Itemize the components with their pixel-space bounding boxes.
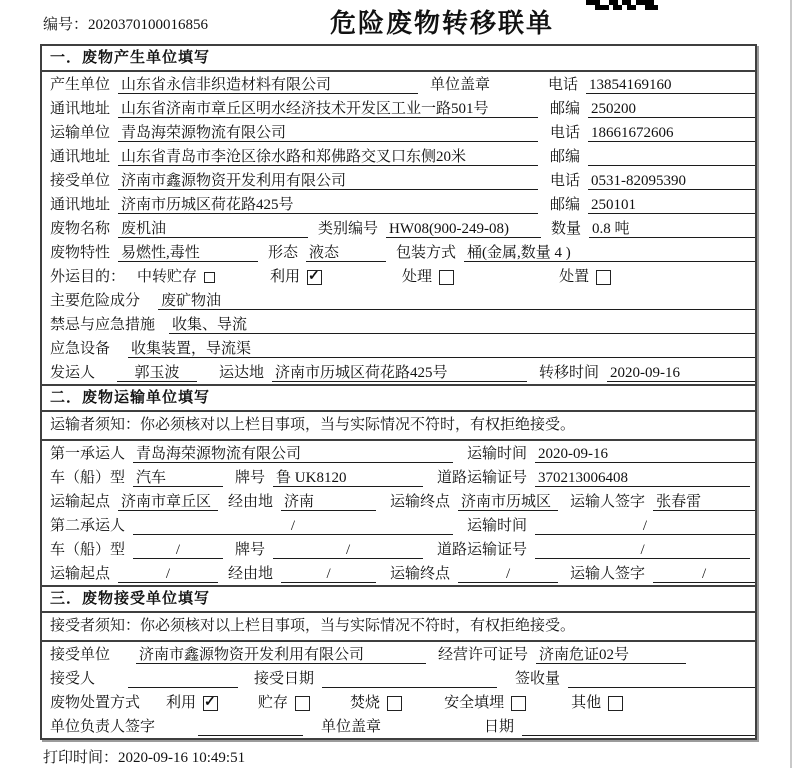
field-label: 单位盖章 bbox=[430, 77, 491, 93]
document-number-value: 2020370100016856 bbox=[88, 17, 209, 33]
checkbox-label: 利用 bbox=[166, 695, 197, 711]
field-value: 13854169160 bbox=[586, 76, 755, 94]
field-label: 发运人 bbox=[50, 365, 96, 381]
field-label: 运达地 bbox=[219, 365, 265, 381]
field-label: 接受日期 bbox=[254, 671, 315, 687]
field-value: 济南市历城区 bbox=[458, 493, 558, 511]
field-label: 运输时间 bbox=[467, 518, 528, 534]
field-value: / bbox=[273, 541, 423, 559]
field-label: 电话 bbox=[550, 173, 581, 189]
field-label: 主要危险成分 bbox=[50, 293, 141, 309]
section-3-header: 三．废物接受单位填写 bbox=[42, 585, 755, 613]
field-label: 运输起点 bbox=[50, 566, 111, 582]
checkbox-option bbox=[559, 268, 611, 286]
field-label: 签收量 bbox=[515, 671, 561, 687]
field-value: 0531-82095390 bbox=[588, 172, 755, 190]
checkbox-unchecked-icon bbox=[295, 696, 310, 711]
form-row bbox=[42, 714, 755, 738]
field-label: 道路运输证号 bbox=[437, 542, 528, 558]
field-label: 单位盖章 bbox=[321, 719, 382, 735]
field-value: 废机油 bbox=[118, 220, 308, 238]
checkbox-option bbox=[166, 694, 218, 712]
field-label: 包装方式 bbox=[396, 245, 457, 261]
manifest-form-table bbox=[40, 44, 757, 740]
field-value: 济南市历城区荷花路425号 bbox=[272, 364, 527, 382]
field-label: 第一承运人 bbox=[50, 446, 126, 462]
form-row bbox=[42, 561, 755, 585]
field-value: 收集装置，导流渠 bbox=[128, 340, 755, 358]
form-row bbox=[42, 120, 755, 144]
field-value bbox=[522, 718, 755, 736]
field-label: 日期 bbox=[484, 719, 515, 735]
field-value: 济南市鑫源物资开发利用有限公司 bbox=[118, 172, 538, 190]
field-value: 废矿物油 bbox=[158, 292, 755, 310]
field-value: 0.8 吨 bbox=[589, 220, 755, 238]
field-value: 山东省济南市章丘区明水经济技术开发区工业一路501号 bbox=[118, 100, 538, 118]
field-value: 汽车 bbox=[133, 469, 223, 487]
checkbox-label: 处理 bbox=[402, 269, 433, 285]
field-value: 鲁 UK8120 bbox=[273, 469, 423, 487]
checkbox-unchecked-icon bbox=[439, 270, 454, 285]
field-label: 第二承运人 bbox=[50, 518, 126, 534]
checkbox-label: 安全填埋 bbox=[444, 695, 505, 711]
field-label: 经营许可证号 bbox=[438, 647, 529, 663]
checkbox-option bbox=[444, 694, 526, 712]
field-value: 济南市历城区荷花路425号 bbox=[118, 196, 538, 214]
field-label: 电话 bbox=[548, 77, 579, 93]
field-label: 经由地 bbox=[228, 566, 274, 582]
field-value: 液态 bbox=[306, 244, 386, 262]
checkbox-option bbox=[571, 694, 623, 712]
section-1-header: 一．废物产生单位填写 bbox=[42, 46, 755, 72]
qr-code-fragment-icon bbox=[586, 0, 658, 10]
field-value bbox=[588, 148, 755, 166]
checkbox-label: 焚烧 bbox=[350, 695, 381, 711]
field-value: / bbox=[133, 541, 223, 559]
field-value: 山东省永信非织造材料有限公司 bbox=[118, 76, 418, 94]
field-value bbox=[198, 718, 303, 736]
page-right-edge bbox=[790, 0, 792, 768]
print-time-value: 2020-09-16 10:49:51 bbox=[118, 750, 246, 766]
field-value: / bbox=[535, 541, 750, 559]
form-row bbox=[42, 96, 755, 120]
checkbox-checked-icon bbox=[203, 696, 218, 711]
field-label: 通讯地址 bbox=[50, 197, 111, 213]
print-time bbox=[43, 746, 245, 767]
field-value: 济南市章丘区 bbox=[118, 493, 218, 511]
form-row bbox=[42, 336, 755, 360]
field-label: 牌号 bbox=[235, 542, 266, 558]
checkbox-label: 贮存 bbox=[258, 695, 289, 711]
field-value: 青岛海荣源物流有限公司 bbox=[118, 124, 538, 142]
print-time-label: 打印时间： bbox=[43, 750, 119, 766]
checkbox-unchecked-icon bbox=[387, 696, 402, 711]
field-label: 接受单位 bbox=[50, 647, 111, 663]
field-label: 车（船）型 bbox=[50, 542, 126, 558]
field-label: 应急设备 bbox=[50, 341, 111, 357]
form-row bbox=[42, 642, 755, 666]
field-label: 牌号 bbox=[235, 470, 266, 486]
form-row bbox=[42, 72, 755, 96]
field-value: 250200 bbox=[588, 100, 755, 118]
field-label: 形态 bbox=[268, 245, 299, 261]
field-label: 运输终点 bbox=[390, 566, 451, 582]
form-row bbox=[42, 168, 755, 192]
field-label: 运输时间 bbox=[467, 446, 528, 462]
field-label: 运输终点 bbox=[390, 494, 451, 510]
field-label: 废物特性 bbox=[50, 245, 111, 261]
form-row bbox=[42, 360, 755, 384]
checkbox-option bbox=[350, 694, 402, 712]
field-value: 易燃性,毒性 bbox=[118, 244, 258, 262]
document-number-label: 编号： bbox=[43, 17, 89, 33]
form-row bbox=[42, 240, 755, 264]
field-value bbox=[128, 670, 238, 688]
section-2-notice: 运输者须知：你必须核对以上栏目事项，当与实际情况不符时，有权拒绝接受。 bbox=[42, 412, 755, 441]
field-value: 青岛海荣源物流有限公司 bbox=[133, 445, 453, 463]
checkbox-option bbox=[270, 268, 322, 286]
field-label: 通讯地址 bbox=[50, 149, 111, 165]
form-row bbox=[42, 288, 755, 312]
field-value: 桶(金属,数量 4 ) bbox=[464, 244, 755, 262]
field-label: 通讯地址 bbox=[50, 101, 111, 117]
form-row bbox=[42, 537, 755, 561]
field-value: HW08(900-249-08) bbox=[386, 220, 541, 238]
form-row bbox=[42, 441, 755, 465]
field-value: 郭玉波 bbox=[117, 364, 197, 382]
field-value: / bbox=[281, 565, 376, 583]
field-label: 单位负责人签字 bbox=[50, 719, 156, 735]
field-label: 道路运输证号 bbox=[437, 470, 528, 486]
field-label: 数量 bbox=[551, 221, 582, 237]
field-label: 类别编号 bbox=[318, 221, 379, 237]
field-label: 接受人 bbox=[50, 671, 96, 687]
checkbox-label: 中转贮存 bbox=[137, 269, 198, 285]
field-label: 邮编 bbox=[550, 149, 581, 165]
field-value: 250101 bbox=[588, 196, 755, 214]
field-label: 车（船）型 bbox=[50, 470, 126, 486]
field-label: 电话 bbox=[550, 125, 581, 141]
field-value: 2020-09-16 bbox=[607, 364, 755, 382]
checkbox-unchecked-icon bbox=[511, 696, 526, 711]
field-value: 370213006408 bbox=[535, 469, 750, 487]
field-label: 废物名称 bbox=[50, 221, 111, 237]
field-label: 运输单位 bbox=[50, 125, 111, 141]
field-value: 2020-09-16 bbox=[535, 445, 755, 463]
field-label: 运输人签字 bbox=[570, 566, 646, 582]
field-value: / bbox=[653, 565, 755, 583]
page-title: 危险废物转移联单 bbox=[329, 8, 554, 38]
form-row bbox=[42, 312, 755, 336]
field-label: 经由地 bbox=[228, 494, 274, 510]
form-row bbox=[42, 690, 755, 714]
field-value: 济南 bbox=[281, 493, 376, 511]
form-row bbox=[42, 144, 755, 168]
field-value bbox=[322, 670, 497, 688]
field-label: 接受单位 bbox=[50, 173, 111, 189]
field-label: 转移时间 bbox=[539, 365, 600, 381]
checkbox-unchecked-icon bbox=[204, 272, 215, 283]
checkbox-label: 利用 bbox=[270, 269, 301, 285]
checkbox-label: 其他 bbox=[571, 695, 602, 711]
section-2-header: 二．废物运输单位填写 bbox=[42, 384, 755, 412]
checkbox-label: 处置 bbox=[559, 269, 590, 285]
field-label: 产生单位 bbox=[50, 77, 111, 93]
field-value: 收集、导流 bbox=[169, 316, 755, 334]
field-label: 邮编 bbox=[550, 101, 581, 117]
field-value: / bbox=[133, 517, 453, 535]
form-row bbox=[42, 264, 755, 288]
field-value: 18661672606 bbox=[588, 124, 755, 142]
field-label: 废物处置方式 bbox=[50, 695, 141, 711]
section-3-notice: 接受者须知：你必须核对以上栏目事项，当与实际情况不符时，有权拒绝接受。 bbox=[42, 613, 755, 642]
field-value: / bbox=[458, 565, 558, 583]
field-value: 山东省青岛市李沧区徐水路和郑佛路交叉口东侧20米 bbox=[118, 148, 538, 166]
field-label: 运输起点 bbox=[50, 494, 111, 510]
field-value: / bbox=[118, 565, 218, 583]
checkbox-option bbox=[402, 268, 454, 286]
form-row bbox=[42, 666, 755, 690]
field-label: 禁忌与应急措施 bbox=[50, 317, 156, 333]
form-row bbox=[42, 465, 755, 489]
field-value: / bbox=[535, 517, 755, 535]
form-row bbox=[42, 216, 755, 240]
field-label: 邮编 bbox=[550, 197, 581, 213]
checkbox-option bbox=[258, 694, 310, 712]
checkbox-option bbox=[137, 268, 215, 286]
field-value: 张春雷 bbox=[653, 493, 755, 511]
form-row bbox=[42, 489, 755, 513]
form-row bbox=[42, 513, 755, 537]
field-label: 运输人签字 bbox=[570, 494, 646, 510]
checkbox-unchecked-icon bbox=[608, 696, 623, 711]
field-label: 外运目的： bbox=[50, 269, 126, 285]
checkbox-unchecked-icon bbox=[596, 270, 611, 285]
field-value: 济南市鑫源物资开发利用有限公司 bbox=[136, 646, 426, 664]
checkbox-checked-icon bbox=[307, 270, 322, 285]
form-row bbox=[42, 192, 755, 216]
field-value bbox=[568, 670, 755, 688]
field-value: 济南危证02号 bbox=[536, 646, 686, 664]
